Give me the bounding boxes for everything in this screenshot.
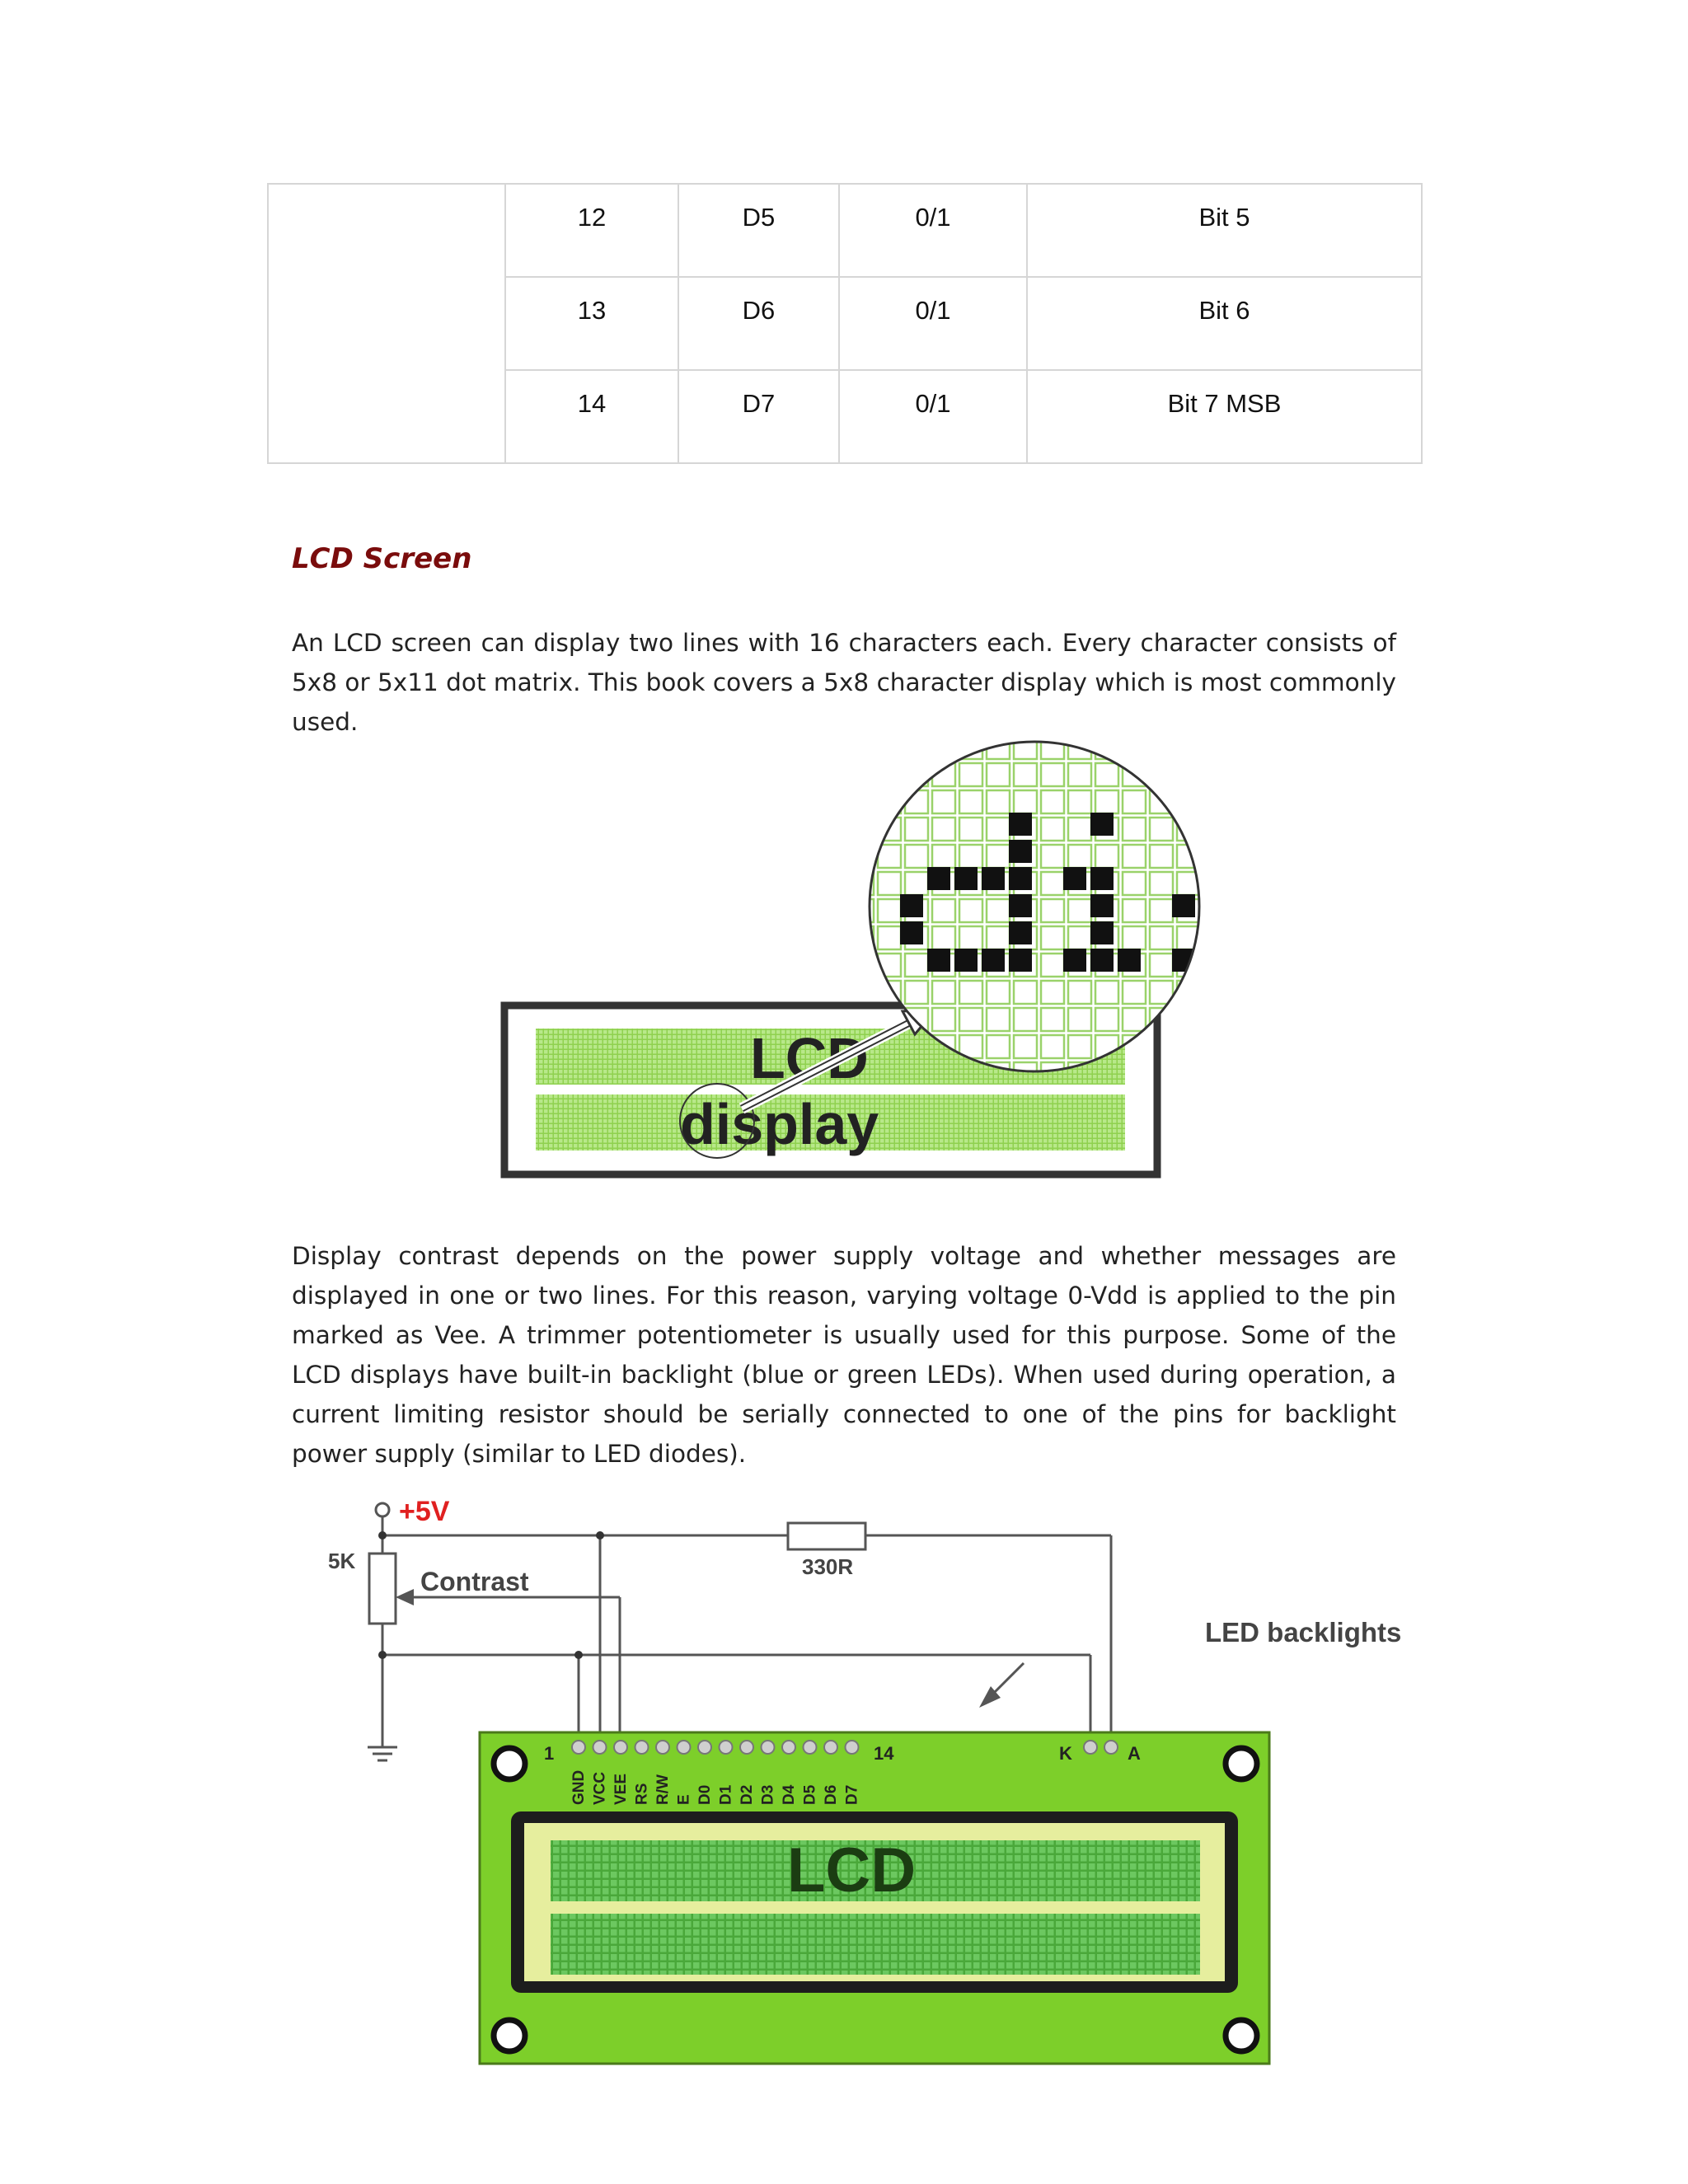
paragraph-contrast: Display contrast depends on the power supply voltage and whether messages are displayed in one or two lines. For this reason, varying voltage 0-Vdd is applied to the pin marked as Vee. A trimmer potentiometer is usually used for this purpose. Some of the LCD displays have built-in backlight (blue or green LEDs). When used during operation, a current limiting resistor should be serially connected to one of the pins for backlight power supply (similar to LED diodes). bbox=[292, 1242, 1396, 1468]
header-pin bbox=[614, 1741, 627, 1754]
wiper-arrow bbox=[396, 1589, 414, 1605]
header-pin bbox=[720, 1741, 733, 1754]
header-pin bbox=[593, 1741, 607, 1754]
display-text: LCD bbox=[787, 1835, 917, 1905]
pin-table bbox=[267, 183, 1423, 464]
table-row bbox=[268, 184, 1422, 277]
pin-a bbox=[1104, 1741, 1118, 1754]
header-pin bbox=[698, 1741, 711, 1754]
table-cell: 13 bbox=[505, 277, 678, 370]
pin-k-label: K bbox=[1059, 1743, 1072, 1764]
junction-dot bbox=[378, 1651, 387, 1659]
contrast-label: Contrast bbox=[420, 1567, 529, 1596]
section-heading: LCD Screen bbox=[292, 542, 472, 575]
table-cell: D6 bbox=[678, 277, 839, 370]
header-pin bbox=[635, 1741, 649, 1754]
wiring bbox=[368, 1516, 1111, 1760]
header-pin bbox=[782, 1741, 795, 1754]
pot-value-label: 5K bbox=[328, 1549, 356, 1573]
table-cell: 14 bbox=[505, 370, 678, 463]
lcd-magnifier-figure bbox=[495, 733, 1203, 1187]
pin-label: D2 bbox=[738, 1784, 756, 1805]
lcd-text-line1: LCD bbox=[750, 1026, 869, 1090]
header-pin bbox=[740, 1741, 753, 1754]
pin-k bbox=[1084, 1741, 1097, 1754]
junction-dot bbox=[596, 1531, 604, 1540]
table-cell: 0/1 bbox=[839, 184, 1027, 277]
pin-label: VCC bbox=[591, 1771, 609, 1805]
table-cell: 12 bbox=[505, 184, 678, 277]
pin-a-label: A bbox=[1128, 1743, 1141, 1764]
pin-first-label: 1 bbox=[544, 1743, 555, 1764]
mount-hole bbox=[1226, 1748, 1257, 1779]
junction-dot bbox=[574, 1651, 583, 1659]
table-cell: 0/1 bbox=[839, 370, 1027, 463]
header-pin bbox=[656, 1741, 669, 1754]
junction-dot bbox=[378, 1531, 387, 1540]
pin-label: E bbox=[675, 1794, 693, 1805]
pin-label: D3 bbox=[759, 1784, 777, 1805]
header-pin bbox=[804, 1741, 817, 1754]
pin-label: VEE bbox=[612, 1773, 630, 1805]
header-pin bbox=[824, 1741, 837, 1754]
mount-hole bbox=[494, 2020, 525, 2051]
header-pin bbox=[572, 1741, 585, 1754]
table-cell: Bit 5 bbox=[1027, 184, 1422, 277]
header-pin bbox=[846, 1741, 859, 1754]
potentiometer bbox=[369, 1554, 396, 1624]
pin-label: R/W bbox=[654, 1774, 672, 1805]
pin-label: D7 bbox=[843, 1784, 861, 1805]
header-pin bbox=[762, 1741, 775, 1754]
mount-hole bbox=[494, 1748, 525, 1779]
pin-label: D5 bbox=[801, 1784, 819, 1805]
header-pin bbox=[678, 1741, 691, 1754]
pin-label: D6 bbox=[823, 1784, 840, 1805]
table-cell: Bit 6 bbox=[1027, 277, 1422, 370]
pin-label: GND bbox=[570, 1769, 588, 1805]
table-cell: D7 bbox=[678, 370, 839, 463]
supply-label: +5V bbox=[399, 1496, 450, 1527]
lcd-wiring-figure bbox=[313, 1475, 1434, 2077]
pin-label: D4 bbox=[781, 1784, 798, 1805]
pin-label: D1 bbox=[717, 1784, 735, 1805]
table-cell: Bit 7 MSB bbox=[1027, 370, 1422, 463]
supply-terminal bbox=[376, 1503, 389, 1516]
display-row-2 bbox=[551, 1914, 1200, 1975]
table-cell: D5 bbox=[678, 184, 839, 277]
pin-last-label: 14 bbox=[874, 1743, 894, 1764]
pin-label: D0 bbox=[696, 1784, 714, 1805]
lcd-text-line2: display bbox=[680, 1092, 879, 1156]
resistor bbox=[788, 1523, 865, 1549]
mount-hole bbox=[1226, 2020, 1257, 2051]
table-cell: 0/1 bbox=[839, 277, 1027, 370]
pin-label: RS bbox=[633, 1783, 651, 1805]
backlight-label: LED backlights bbox=[1205, 1617, 1402, 1647]
table-cell bbox=[268, 184, 505, 463]
paragraph-intro: An LCD screen can display two lines with 16 characters each. Every character consists of 5x8 or 5x11 dot matrix. This book covers a 5x8 character display which is most commonly used. bbox=[292, 629, 1396, 736]
resistor-label: 330R bbox=[802, 1554, 854, 1579]
